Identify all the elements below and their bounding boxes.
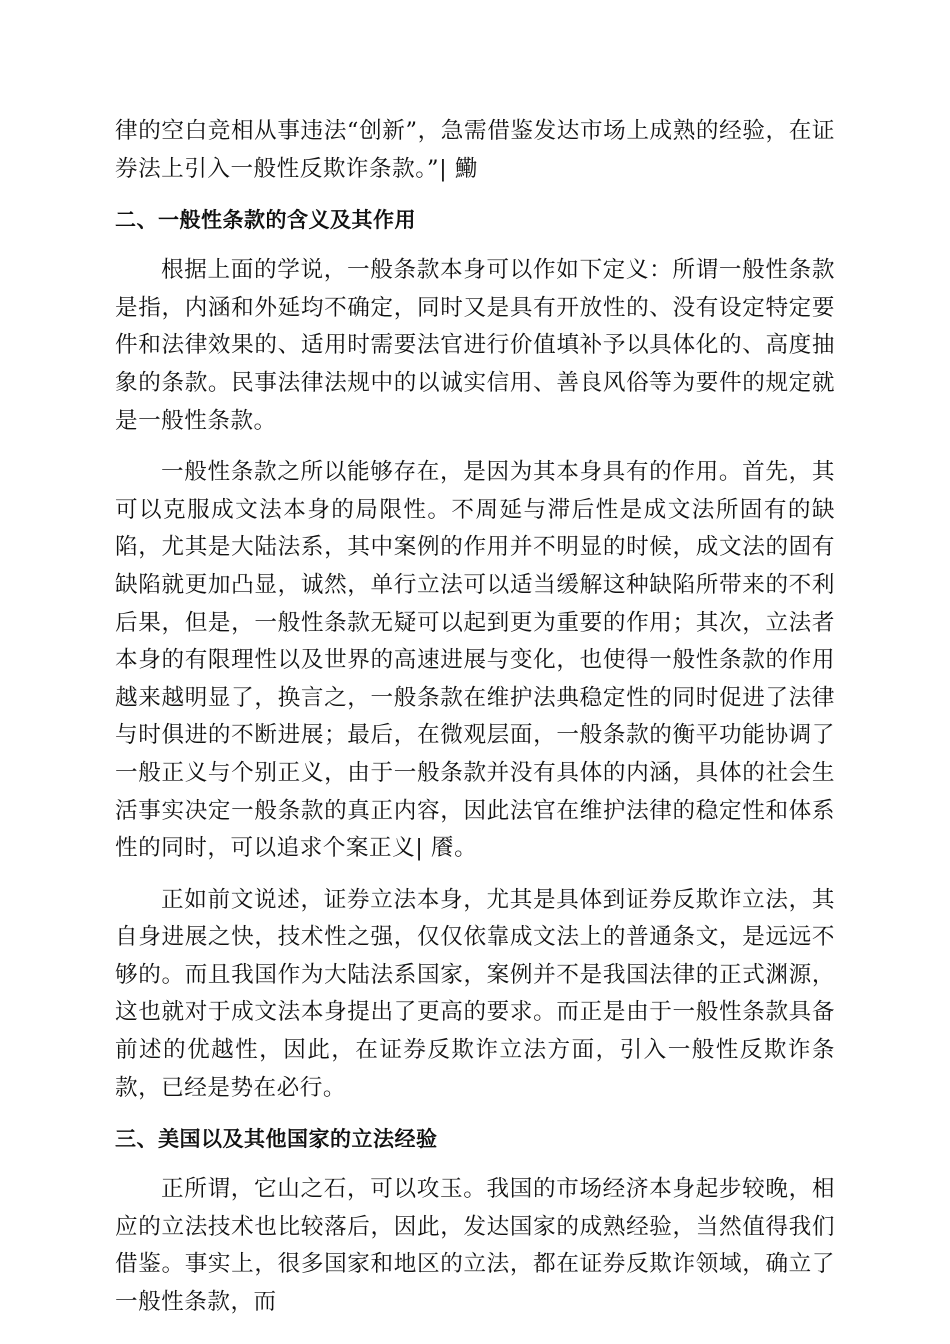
paragraph-continued: 律的空白竞相从事违法“创新”，急需借鉴发达市场上成熟的经验，在证券法上引入一般性反欺诈条款。”| 鰳 — [115, 118, 835, 182]
document-page — [115, 113, 835, 1322]
paragraph-foreign-experience: 正所谓，它山之石，可以攻玉。我国的市场经济本身起步较晚，相应的立法技术也比较落后，因此，发达国家的成熟经验，当然值得我们借鉴。事实上，很多国家和地区的立法，都在证券反欺诈领域，确立了一般性条款，而 — [115, 1176, 835, 1316]
section-heading-3: 三、美国以及其他国家的立法经验 — [115, 1127, 438, 1152]
paragraph-function: 一般性条款之所以能够存在，是因为其本身具有的作用。首先，其可以克服成文法本身的局限性。不周延与滞后性是成文法所固有的缺陷，尤其是大陆法系，其中案例的作用并不明显的时候，成文法的固有缺陷就更加凸显，诚然，单行立法可以适当缓解这种缺陷所带来的不利后果，但是，一般性条款无疑可以起到更为重要的作用；其次，立法者本身的有限理性以及世界的高速进展与变化，也使得一般性条款的作用越来越明显了，换言之，一般条款在维护法典稳定性的同时促进了法律与时俱进的不断进展；最后，在微观层面，一般条款的衡平功能协调了一般正义与个别正义，由于一般条款并没有具体的内涵，具体的社会生活事实决定一般条款的真正内容，因此法官在维护法律的稳定性和体系性的同时，可以追求个案正义| 餍。 — [115, 459, 835, 862]
paragraph-definition: 根据上面的学说，一般条款本身可以作如下定义：所谓一般性条款是指，内涵和外延均不确定，同时又是具有开放性的、没有设定特定要件和法律效果的、适用时需要法官进行价值填补予以具体化的、高度抽象的条款。民事法律法规中的以诚实信用、善良风俗等为要件的规定就是一般性条款。 — [115, 257, 835, 434]
paragraph-securities-law: 正如前文说述，证券立法本身，尤其是具体到证券反欺诈立法，其自身进展之快，技术性之强，仅仅依靠成文法上的普通条文，是远远不够的。而且我国作为大陆法系国家，案例并不是我国法律的正式渊源，这也就对于成文法本身提出了更高的要求。而正是由于一般性条款具备前述的优越性，因此，在证券反欺诈立法方面，引入一般性反欺诈条款，已经是势在必行。 — [115, 886, 835, 1101]
section-heading-2: 二、一般性条款的含义及其作用 — [115, 208, 416, 233]
